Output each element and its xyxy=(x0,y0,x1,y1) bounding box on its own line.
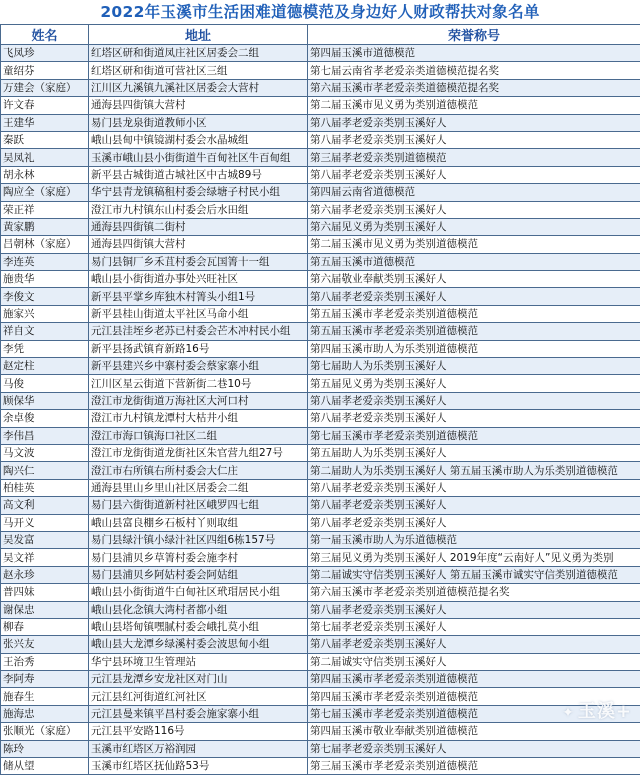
table-row xyxy=(1,671,640,688)
table-row xyxy=(1,184,640,201)
honor-cell: 第五届玉溪市孝老爱亲类别道德模范 xyxy=(308,305,640,322)
name-cell: 李凭 xyxy=(1,340,89,357)
address-cell: 红塔区研和街道凤庄社区居委会二组 xyxy=(89,45,308,62)
honor-cell: 第八届孝老爱亲类别玉溪好人 xyxy=(308,288,640,305)
address-cell: 新平县建兴乡中寨村委会蔡家寨小组 xyxy=(89,358,308,375)
name-cell: 吴凤礼 xyxy=(1,149,89,166)
address-cell: 玉溪市峨山县小街街道牛百甸社区牛百甸组 xyxy=(89,149,308,166)
table-row xyxy=(1,323,640,340)
address-cell: 玉溪市红塔区抚仙路53号 xyxy=(89,758,308,775)
table-row xyxy=(1,62,640,79)
table-row xyxy=(1,705,640,722)
honor-cell: 第一届玉溪市助人为乐道德模范 xyxy=(308,531,640,548)
table-row xyxy=(1,427,640,444)
table-row xyxy=(1,340,640,357)
honor-cell: 第七届孝老爱亲类别玉溪好人 xyxy=(308,740,640,757)
table-row xyxy=(1,305,640,322)
table-row xyxy=(1,462,640,479)
honor-cell: 第七届玉溪市孝老爱亲类别道德模范 xyxy=(308,427,640,444)
honor-cell: 第六届玉溪市孝老爱亲类道德模范提名奖 xyxy=(308,79,640,96)
table-row xyxy=(1,97,640,114)
address-cell: 新平县桂山街道太平社区马命小组 xyxy=(89,305,308,322)
name-cell: 余卓俊 xyxy=(1,410,89,427)
watermark-text: 玉溪+ xyxy=(578,701,632,722)
header-address: 地址 xyxy=(89,25,308,45)
table-row xyxy=(1,514,640,531)
address-cell: 元江县龙潭乡安龙社区对门山 xyxy=(89,671,308,688)
honor-cell: 第四届玉溪市敬业奉献类别道德模范 xyxy=(308,723,640,740)
name-cell: 李俊文 xyxy=(1,288,89,305)
address-cell: 澄江市海口镇海口社区二组 xyxy=(89,427,308,444)
honor-cell: 第二届玉溪市见义勇为类别道德模范 xyxy=(308,97,640,114)
table-row xyxy=(1,218,640,235)
name-cell: 顾保华 xyxy=(1,392,89,409)
honor-cell: 第二届助人为乐类别玉溪好人 第五届玉溪市助人为乐类别道德模范 xyxy=(308,462,640,479)
address-cell: 红塔区研和街道可营社区三组 xyxy=(89,62,308,79)
address-cell: 峨山县塔甸镇嘿腻村委会峨扎莫小组 xyxy=(89,618,308,635)
honor-cell: 第六届孝老爱亲类别玉溪好人 xyxy=(308,201,640,218)
honor-cell: 第七届助人为乐类别玉溪好人 xyxy=(308,358,640,375)
table-row xyxy=(1,549,640,566)
honor-cell: 第八届孝老爱亲类别玉溪好人 xyxy=(308,131,640,148)
table-row xyxy=(1,271,640,288)
name-cell: 马俊 xyxy=(1,375,89,392)
name-cell: 吕朝林（家庭） xyxy=(1,236,89,253)
address-cell: 峨山县大龙潭乡绿溪村委会波思甸小组 xyxy=(89,636,308,653)
honor-cell: 第五届助人为乐类别玉溪好人 xyxy=(308,444,640,461)
address-cell: 易门县绿汁镇小绿汁社区四组6栋157号 xyxy=(89,531,308,548)
table-row xyxy=(1,410,640,427)
table-row xyxy=(1,740,640,757)
table-row xyxy=(1,79,640,96)
table-row xyxy=(1,444,640,461)
name-cell: 陶兴仁 xyxy=(1,462,89,479)
name-cell: 许文春 xyxy=(1,97,89,114)
address-cell: 澄江市九村镇龙潭村大枯井小组 xyxy=(89,410,308,427)
name-cell: 万建会（家庭） xyxy=(1,79,89,96)
honor-cell: 第六届见义勇为类别玉溪好人 xyxy=(308,218,640,235)
address-cell: 新平县古城街道古城社区中古城89号 xyxy=(89,166,308,183)
address-cell: 元江县曼来镇平昌村委会施家寨小组 xyxy=(89,705,308,722)
table-row xyxy=(1,253,640,270)
address-cell: 通海县四街镇大营村 xyxy=(89,236,308,253)
table-row xyxy=(1,531,640,548)
table-body xyxy=(1,45,640,775)
address-cell: 江川区星云街道下营新街二巷10号 xyxy=(89,375,308,392)
table-row xyxy=(1,392,640,409)
honor-cell: 第八届孝老爱亲类别玉溪好人 xyxy=(308,601,640,618)
honor-cell: 第八届孝老爱亲类别玉溪好人 xyxy=(308,166,640,183)
name-cell: 施春生 xyxy=(1,688,89,705)
name-cell: 吴文祥 xyxy=(1,549,89,566)
honor-cell: 第六届玉溪市孝老爱亲类别道德模范提名奖 xyxy=(308,584,640,601)
table-row xyxy=(1,236,640,253)
address-cell: 新平县扬武镇育新路16号 xyxy=(89,340,308,357)
honor-cell: 第二届玉溪市见义勇为类别道德模范 xyxy=(308,236,640,253)
honor-cell: 第七届孝老爱亲类别玉溪好人 xyxy=(308,618,640,635)
recipient-table xyxy=(0,24,640,775)
honor-cell: 第七届玉溪市孝老爱亲类别道德模范 xyxy=(308,705,640,722)
name-cell: 施贵华 xyxy=(1,271,89,288)
name-cell: 马开义 xyxy=(1,514,89,531)
address-cell: 峨山县小街街道办事处兴旺社区 xyxy=(89,271,308,288)
table-row xyxy=(1,375,640,392)
name-cell: 李伟昌 xyxy=(1,427,89,444)
name-cell: 施家兴 xyxy=(1,305,89,322)
address-cell: 易门县浦贝乡阿姑村委会阿姑组 xyxy=(89,566,308,583)
name-cell: 飞凤珍 xyxy=(1,45,89,62)
address-cell: 峨山县化念镇大湾村者都小组 xyxy=(89,601,308,618)
name-cell: 秦跃 xyxy=(1,131,89,148)
table-row xyxy=(1,479,640,496)
address-cell: 易门县浦贝乡草箐村委会施李村 xyxy=(89,549,308,566)
address-cell: 易门县铜厂乡禾苴村委会瓦国箐十一组 xyxy=(89,253,308,270)
name-cell: 柏桂英 xyxy=(1,479,89,496)
name-cell: 王建华 xyxy=(1,114,89,131)
honor-cell: 第八届孝老爱亲类别玉溪好人 xyxy=(308,410,640,427)
name-cell: 施海忠 xyxy=(1,705,89,722)
honor-cell: 第五届见义勇为类别玉溪好人 xyxy=(308,375,640,392)
name-cell: 祥自文 xyxy=(1,323,89,340)
honor-cell: 第三届孝老爱亲类别道德模范 xyxy=(308,149,640,166)
table-row xyxy=(1,358,640,375)
address-cell: 通海县四街镇二街村 xyxy=(89,218,308,235)
honor-cell: 第八届孝老爱亲类别玉溪好人 xyxy=(308,497,640,514)
address-cell: 元江县红河街道红河社区 xyxy=(89,688,308,705)
address-cell: 华宁县青龙镇稿租村委会绿塘子村民小组 xyxy=(89,184,308,201)
honor-cell: 第二届诚实守信类别玉溪好人 xyxy=(308,653,640,670)
name-cell: 荣正祥 xyxy=(1,201,89,218)
name-cell: 胡永林 xyxy=(1,166,89,183)
header-honor: 荣誉称号 xyxy=(308,25,640,45)
honor-cell: 第四届云南省道德模范 xyxy=(308,184,640,201)
honor-cell: 第二届诚实守信类别玉溪好人 第五届玉溪市诚实守信类别道德模范 xyxy=(308,566,640,583)
table-row xyxy=(1,166,640,183)
honor-cell: 第三届玉溪市孝老爱亲类别道德模范 xyxy=(308,758,640,775)
table-row xyxy=(1,566,640,583)
table-row xyxy=(1,758,640,775)
table-row xyxy=(1,584,640,601)
name-cell: 李阿寿 xyxy=(1,671,89,688)
address-cell: 新平县平掌乡库独木村箐头小组1号 xyxy=(89,288,308,305)
address-cell: 玉溪市红塔区万裕润园 xyxy=(89,740,308,757)
address-cell: 江川区九溪镇九溪社区居委会大营村 xyxy=(89,79,308,96)
address-cell: 元江县平安路116号 xyxy=(89,723,308,740)
name-cell: 李连英 xyxy=(1,253,89,270)
honor-cell: 第五届玉溪市道德模范 xyxy=(308,253,640,270)
address-cell: 澄江市龙街街道万海社区大河口村 xyxy=(89,392,308,409)
address-cell: 元江县洼垤乡老苏已村委会芒木冲村民小组 xyxy=(89,323,308,340)
address-cell: 澄江市右所镇右所村委会大仁庄 xyxy=(89,462,308,479)
address-cell: 澄江市九村镇东山村委会后水田组 xyxy=(89,201,308,218)
page-title: 2022年玉溪市生活困难道德模范及身边好人财政帮扶对象名单 xyxy=(0,0,640,24)
table-row xyxy=(1,723,640,740)
name-cell: 赵定柱 xyxy=(1,358,89,375)
honor-cell: 第四届玉溪市助人为乐类别道德模范 xyxy=(308,340,640,357)
name-cell: 柳春 xyxy=(1,618,89,635)
table-row xyxy=(1,618,640,635)
table-row xyxy=(1,601,640,618)
address-cell: 通海县四街镇大营村 xyxy=(89,97,308,114)
table-row xyxy=(1,131,640,148)
address-cell: 易门县六街街道新村社区峨罗四七组 xyxy=(89,497,308,514)
table-row xyxy=(1,149,640,166)
table-row xyxy=(1,688,640,705)
honor-cell: 第四届玉溪市道德模范 xyxy=(308,45,640,62)
address-cell: 通海县里山乡里山社区居委会二组 xyxy=(89,479,308,496)
name-cell: 马文波 xyxy=(1,444,89,461)
address-cell: 峨山县富良棚乡石板村丫则取组 xyxy=(89,514,308,531)
table-header-row xyxy=(1,25,640,45)
honor-cell: 第三届见义勇为类别玉溪好人 2019年度“云南好人”见义勇为类别 xyxy=(308,549,640,566)
address-cell: 华宁县环境卫生管理站 xyxy=(89,653,308,670)
honor-cell: 第四届玉溪市孝老爱亲类别道德模范 xyxy=(308,671,640,688)
name-cell: 谢保忠 xyxy=(1,601,89,618)
name-cell: 童绍芬 xyxy=(1,62,89,79)
table-row xyxy=(1,497,640,514)
honor-cell: 第四届玉溪市孝老爱亲类别道德模范 xyxy=(308,688,640,705)
table-row xyxy=(1,636,640,653)
table-row xyxy=(1,653,640,670)
honor-cell: 第八届孝老爱亲类别玉溪好人 xyxy=(308,479,640,496)
name-cell: 黄家鹏 xyxy=(1,218,89,235)
honor-cell: 第八届孝老爱亲类别玉溪好人 xyxy=(308,636,640,653)
header-name: 姓名 xyxy=(1,25,89,45)
name-cell: 陈玲 xyxy=(1,740,89,757)
name-cell: 赵永珍 xyxy=(1,566,89,583)
watermark-logo-icon: ✦ xyxy=(562,705,575,721)
honor-cell: 第五届玉溪市孝老爱亲类别道德模范 xyxy=(308,323,640,340)
name-cell: 王治秀 xyxy=(1,653,89,670)
address-cell: 澄江市龙街街道龙街社区朱官营九组27号 xyxy=(89,444,308,461)
name-cell: 储从望 xyxy=(1,758,89,775)
honor-cell: 第七届云南省孝老爱亲类道德模范提名奖 xyxy=(308,62,640,79)
name-cell: 高文利 xyxy=(1,497,89,514)
name-cell: 普四妹 xyxy=(1,584,89,601)
address-cell: 易门县龙泉街道教师小区 xyxy=(89,114,308,131)
honor-cell: 第八届孝老爱亲类别玉溪好人 xyxy=(308,392,640,409)
table-row xyxy=(1,201,640,218)
name-cell: 陶应全（家庭） xyxy=(1,184,89,201)
table-row xyxy=(1,114,640,131)
honor-cell: 第八届孝老爱亲类别玉溪好人 xyxy=(308,114,640,131)
address-cell: 峨山县甸中镇镜湖村委会水晶城组 xyxy=(89,131,308,148)
name-cell: 张兴友 xyxy=(1,636,89,653)
address-cell: 峨山县小街街道牛白甸社区玳瑁居民小组 xyxy=(89,584,308,601)
name-cell: 张顺光（家庭） xyxy=(1,723,89,740)
honor-cell: 第六届敬业奉献类别玉溪好人 xyxy=(308,271,640,288)
table-row xyxy=(1,45,640,62)
honor-cell: 第八届孝老爱亲类别玉溪好人 xyxy=(308,514,640,531)
table-row xyxy=(1,288,640,305)
name-cell: 吴发富 xyxy=(1,531,89,548)
